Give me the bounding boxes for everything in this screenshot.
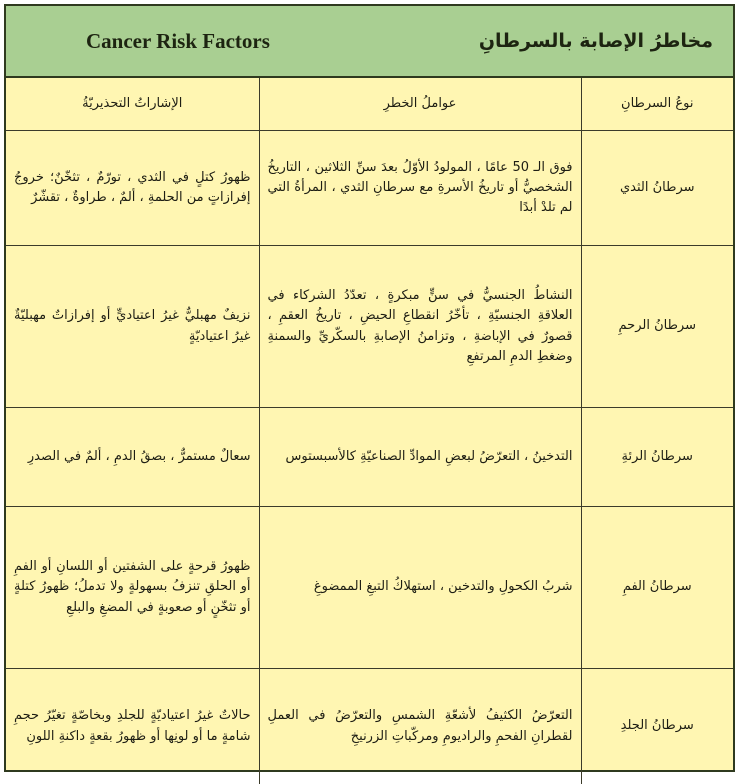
cancer-type-cell: سرطانُ الثدي [581, 131, 733, 246]
warning-signs-cell: سعالٌ مستمرٌّ ، بصقُ الدمِ ، ألمٌ في الصدرِ [6, 408, 259, 507]
column-header-risk-factors: عواملُ الخطرِ [259, 78, 581, 131]
warning-signs-cell: ظهورُ كتلٍ في الثدي ، تورّمٌ ، تثخّنٌ؛ خروجُ إفرازاتٍ من الحلمةِ ، ألمٌ ، طراوةٌ ، تقشّرٌ [6, 131, 259, 246]
warning-signs-cell: نزيفٌ مهبليٌّ غيرُ اعتياديٍّ أو إفرازاتٌ مهبليّةٌ غيرُ اعتياديّةٍ [6, 246, 259, 408]
table-row [6, 669, 733, 784]
risk-factors-cell: التعرّضُ الكثيفُ لأشعّةِ الشمسِ والتعرّضُ في العملِ لقطرانِ الفحمِ والراديومِ ومركّباتِ الزرنيخِ [259, 669, 581, 784]
cancer-risk-table-sheet [4, 4, 735, 772]
cancer-type-cell: سرطانُ الرحمِ [581, 246, 733, 408]
table-header-row [6, 78, 733, 131]
cancer-type-cell: سرطانُ الرئةِ [581, 408, 733, 507]
title-english: Cancer Risk Factors [86, 29, 270, 54]
risk-factors-cell: النشاطُ الجنسيُّ في سنٍّ مبكرةٍ ، تعدّدُ الشركاء في العلاقةِ الجنسيّةِ ، تأخّرُ انقطاعِ الحيضِ ، تاريخُ العقمِ ، قصورٌ في الإباضةِ ، وتزامنُ الإصابةِ بالسكّريِّ والسمنةِ وضغطِ الدمِ المرتفعِ [259, 246, 581, 408]
warning-signs-cell: حالاتٌ غيرُ اعتياديّةٍ للجلدِ وبخاصّةٍ تغيّرُ حجمِ شامةٍ ما أو لونِها أو ظهورُ بقعةٍ داكنةِ اللونِ [6, 669, 259, 784]
title-bar [6, 6, 733, 78]
column-header-warning-signs: الإشاراتُ التحذيريّةُ [6, 78, 259, 131]
risk-factors-cell: فوق الـ 50 عامًا ، المولودُ الأوّلُ بعدَ سنِّ الثلاثين ، التاريخُ الشخصيُّ أو تاريخُ الأسرةِ مع سرطانِ الثدي ، المرأةُ التي لم تلدْ أبدًا [259, 131, 581, 246]
warning-signs-cell: ظهورُ قرحةٍ على الشفتين أو اللسانِ أو الفمِ أو الحلقِ تنزفُ بسهولةٍ ولا تدملُ؛ ظهورُ كتلةٍ أو تثخّنٍ أو صعوبةٍ في المضغِ والبلعِ [6, 507, 259, 669]
title-arabic: مخاطرُ الإصابة بالسرطانِ [479, 30, 713, 52]
table-row [6, 507, 733, 669]
cancer-type-cell: سرطانُ الفمِ [581, 507, 733, 669]
risk-factors-table [6, 78, 733, 784]
column-header-cancer-type: نوعُ السرطانِ [581, 78, 733, 131]
cancer-type-cell: سرطانُ الجلدِ [581, 669, 733, 784]
table-row [6, 131, 733, 246]
risk-factors-cell: شربُ الكحولِ والتدخين ، استهلاكُ التبغِ الممضوغِ [259, 507, 581, 669]
risk-factors-cell: التدخينُ ، التعرّضُ لبعضِ الموادِّ الصناعيّةِ كالأسبستوس [259, 408, 581, 507]
table-row [6, 408, 733, 507]
table-row [6, 246, 733, 408]
